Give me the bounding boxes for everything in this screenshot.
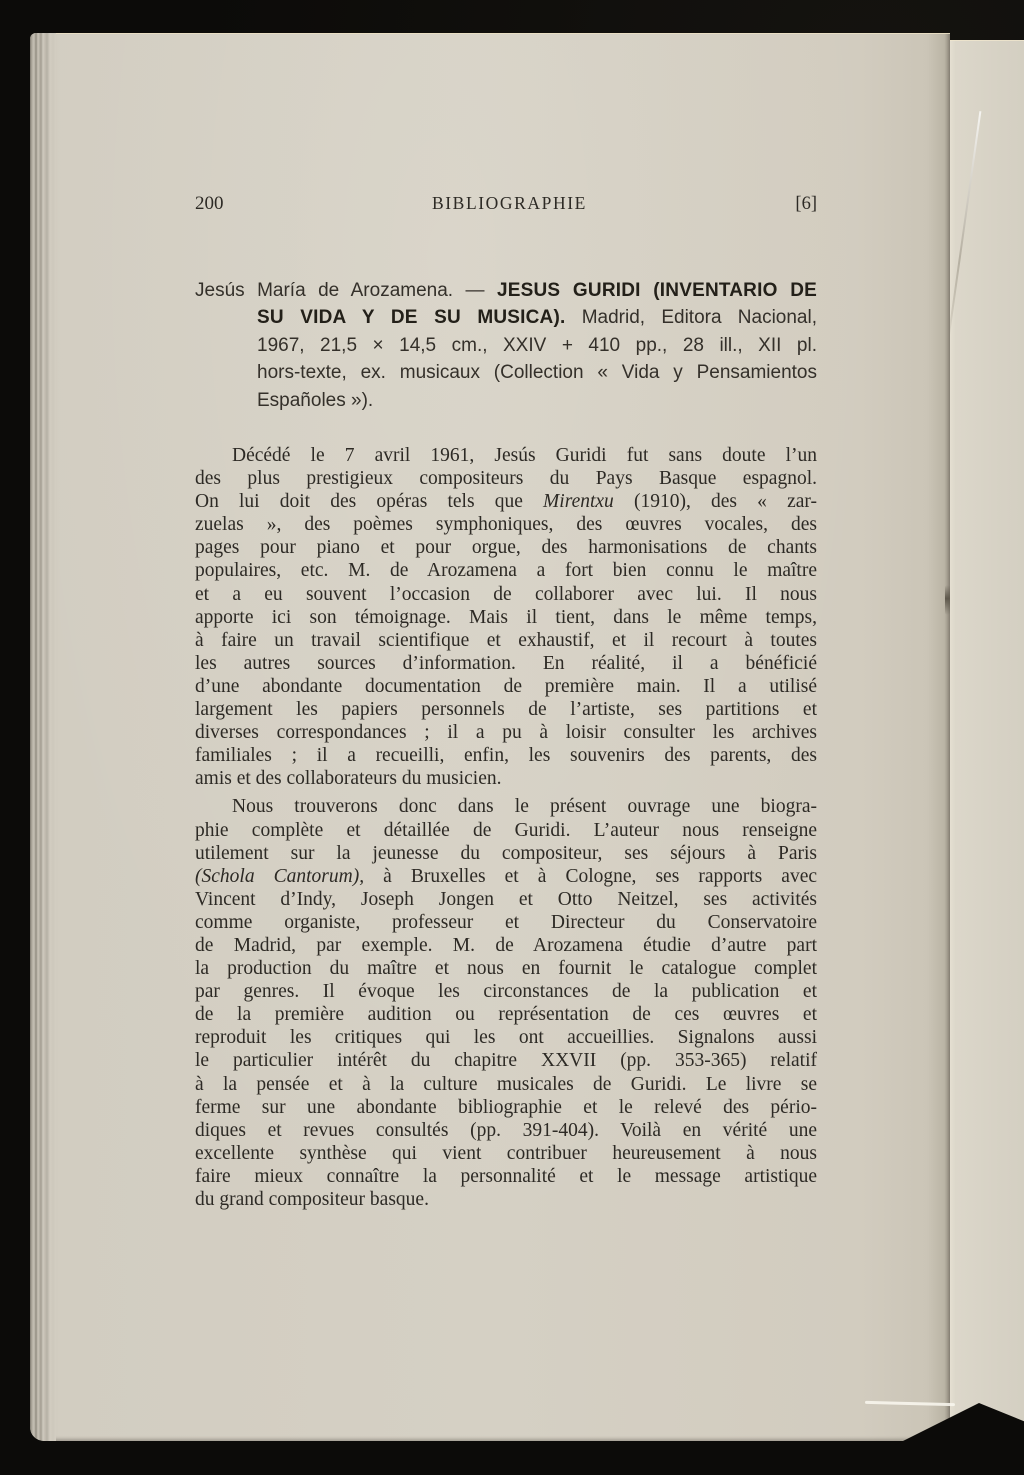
text-run: à la pensée et à la culture musicales de Guridi. Le livre se (195, 1073, 817, 1095)
text-line (195, 744, 817, 767)
text-line (195, 675, 817, 698)
text-run: comme organiste, professeur et Directeur du Conservatoire (195, 911, 817, 933)
text-line (195, 1073, 817, 1096)
text-run: Madrid, Editora Nacional, (565, 307, 817, 329)
text-line (195, 1119, 817, 1142)
text-run: à Bruxelles et à Cologne, ses rapports avec (364, 865, 817, 887)
text-line (195, 629, 817, 652)
bold-title-run: JESUS GURIDI (INVENTARIO DE (496, 280, 817, 301)
text-line (195, 490, 817, 513)
text-line (195, 795, 817, 818)
text-line (257, 387, 817, 414)
text-line (195, 888, 817, 911)
bold-title-run: SU VIDA Y DE SU MUSICA). (257, 307, 566, 329)
text-line (257, 359, 817, 386)
text-run: reproduit les critiques qui les ont accueillies. Signalons aussi (195, 1027, 817, 1049)
next-page-edge (948, 40, 1024, 1437)
book-page (30, 33, 950, 1441)
text-line (195, 980, 817, 1003)
text-line (257, 304, 817, 331)
text-line (195, 767, 817, 790)
text-line (195, 1003, 817, 1026)
text-line (195, 652, 817, 675)
text-line (195, 865, 817, 888)
text-run: pages pour piano et pour orgue, des harmonisations de chants (195, 537, 817, 559)
text-run: Nous trouverons donc dans le présent ouvrage une biogra- (232, 796, 817, 818)
text-run: la production du maître et nous en fournit le catalogue complet (195, 958, 817, 980)
text-run: zuelas », des poèmes symphoniques, des œuvres vocales, des (195, 514, 817, 536)
text-line (195, 1049, 817, 1072)
book-page-spread (30, 33, 1024, 1442)
paragraph (195, 444, 817, 790)
text-run: apporte ici son témoignage. Mais il tient, dans le même temps, (195, 606, 817, 628)
text-run: Vincent d’Indy, Joseph Jongen et Otto Neitzel, ses activités (195, 888, 817, 910)
text-run: amis et des collaborateurs du musicien. (195, 768, 502, 790)
text-line (195, 842, 817, 865)
text-line (195, 934, 817, 957)
text-line (195, 444, 817, 467)
text-run: d’une abondante documentation de première main. Il a utilisé (195, 675, 817, 697)
text-line (195, 606, 817, 629)
text-line (257, 332, 817, 359)
text-run: phie complète et détaillée de Guridi. L’auteur nous renseigne (195, 819, 817, 841)
text-line (195, 698, 817, 721)
stacked-page-edges (30, 33, 56, 1441)
text-line (195, 467, 817, 490)
text-line (195, 1188, 817, 1211)
text-run: On lui doit des opéras tels que (195, 491, 544, 513)
page-header (195, 193, 817, 215)
text-run: largement les papiers personnels de l’artiste, ses partitions et (195, 699, 817, 721)
text-run: hors-texte, ex. musicaux (Collection « Vida y Pensamientos (257, 362, 817, 384)
text-run: le particulier intérêt du chapitre XXVII (pp. 353-365) relatif (195, 1050, 817, 1072)
page-crease (945, 111, 982, 359)
text-line (195, 1142, 817, 1165)
text-line (195, 819, 817, 842)
text-run: (1910), des « zar- (613, 491, 817, 513)
text-run: excellente synthèse qui vient contribuer heureusement à nous (195, 1142, 817, 1164)
text-run: de la première audition ou représentation de ces œuvres et (195, 1004, 817, 1026)
text-run: Jesús María de Arozamena. — (195, 280, 497, 301)
text-run: ferme sur une abondante bibliographie et le relevé des pério- (195, 1096, 817, 1118)
text-line (195, 1096, 817, 1119)
text-run: utilement sur la jeunesse du compositeur, ses séjours à Paris (195, 842, 817, 864)
text-run: faire mieux connaître la personnalité et le message artistique (195, 1165, 817, 1187)
text-line (195, 513, 817, 536)
text-run: Españoles »). (257, 389, 374, 411)
text-line (195, 277, 817, 304)
text-line (195, 957, 817, 980)
italic-run: (Schola Cantorum), (195, 865, 365, 887)
text-run: diverses correspondances ; il a pu à loisir consulter les archives (195, 722, 817, 744)
text-run: à faire un travail scientifique et exhaustif, et il recourt à toutes (195, 629, 817, 651)
page-number: 200 (195, 193, 224, 214)
text-line (195, 536, 817, 559)
italic-run: Mirentxu (543, 491, 614, 513)
text-line (195, 721, 817, 744)
citation-entry (195, 277, 817, 414)
text-run: du grand compositeur basque. (195, 1189, 429, 1210)
text-run: diques et revues consultés (pp. 391-404). Voilà en vérité une (195, 1119, 817, 1141)
text-run: par genres. Il évoque les circonstances de la publication et (195, 981, 817, 1003)
text-run: 1967, 21,5 × 14,5 cm., XXIV + 410 pp., 28 ill., XII pl. (257, 334, 817, 356)
text-run: des plus prestigieux compositeurs du Pays Basque espagnol. (195, 468, 817, 490)
text-line (195, 583, 817, 606)
text-run: les autres sources d’information. En réalité, il a bénéficié (195, 652, 817, 674)
text-run: et a eu souvent l’occasion de collaborer avec lui. Il nous (195, 583, 817, 605)
paragraph (195, 795, 817, 1211)
text-line (195, 559, 817, 582)
running-title: BIBLIOGRAPHIE (431, 193, 587, 213)
text-run: Décédé le 7 avril 1961, Jesús Guridi fut sans doute l’un (232, 445, 817, 466)
text-run: familiales ; il a recueilli, enfin, les souvenirs des parents, des (195, 745, 817, 767)
text-line (195, 911, 817, 934)
text-line (195, 1026, 817, 1049)
gutter-fold-notch (945, 585, 950, 615)
entry-number: [6] (795, 194, 817, 214)
text-run: populaires, etc. M. de Arozamena a fort bien connu le maître (195, 560, 817, 582)
review-text (195, 444, 817, 1211)
text-line (195, 1165, 817, 1188)
text-run: de Madrid, par exemple. M. de Arozamena étudie d’autre part (195, 934, 817, 956)
